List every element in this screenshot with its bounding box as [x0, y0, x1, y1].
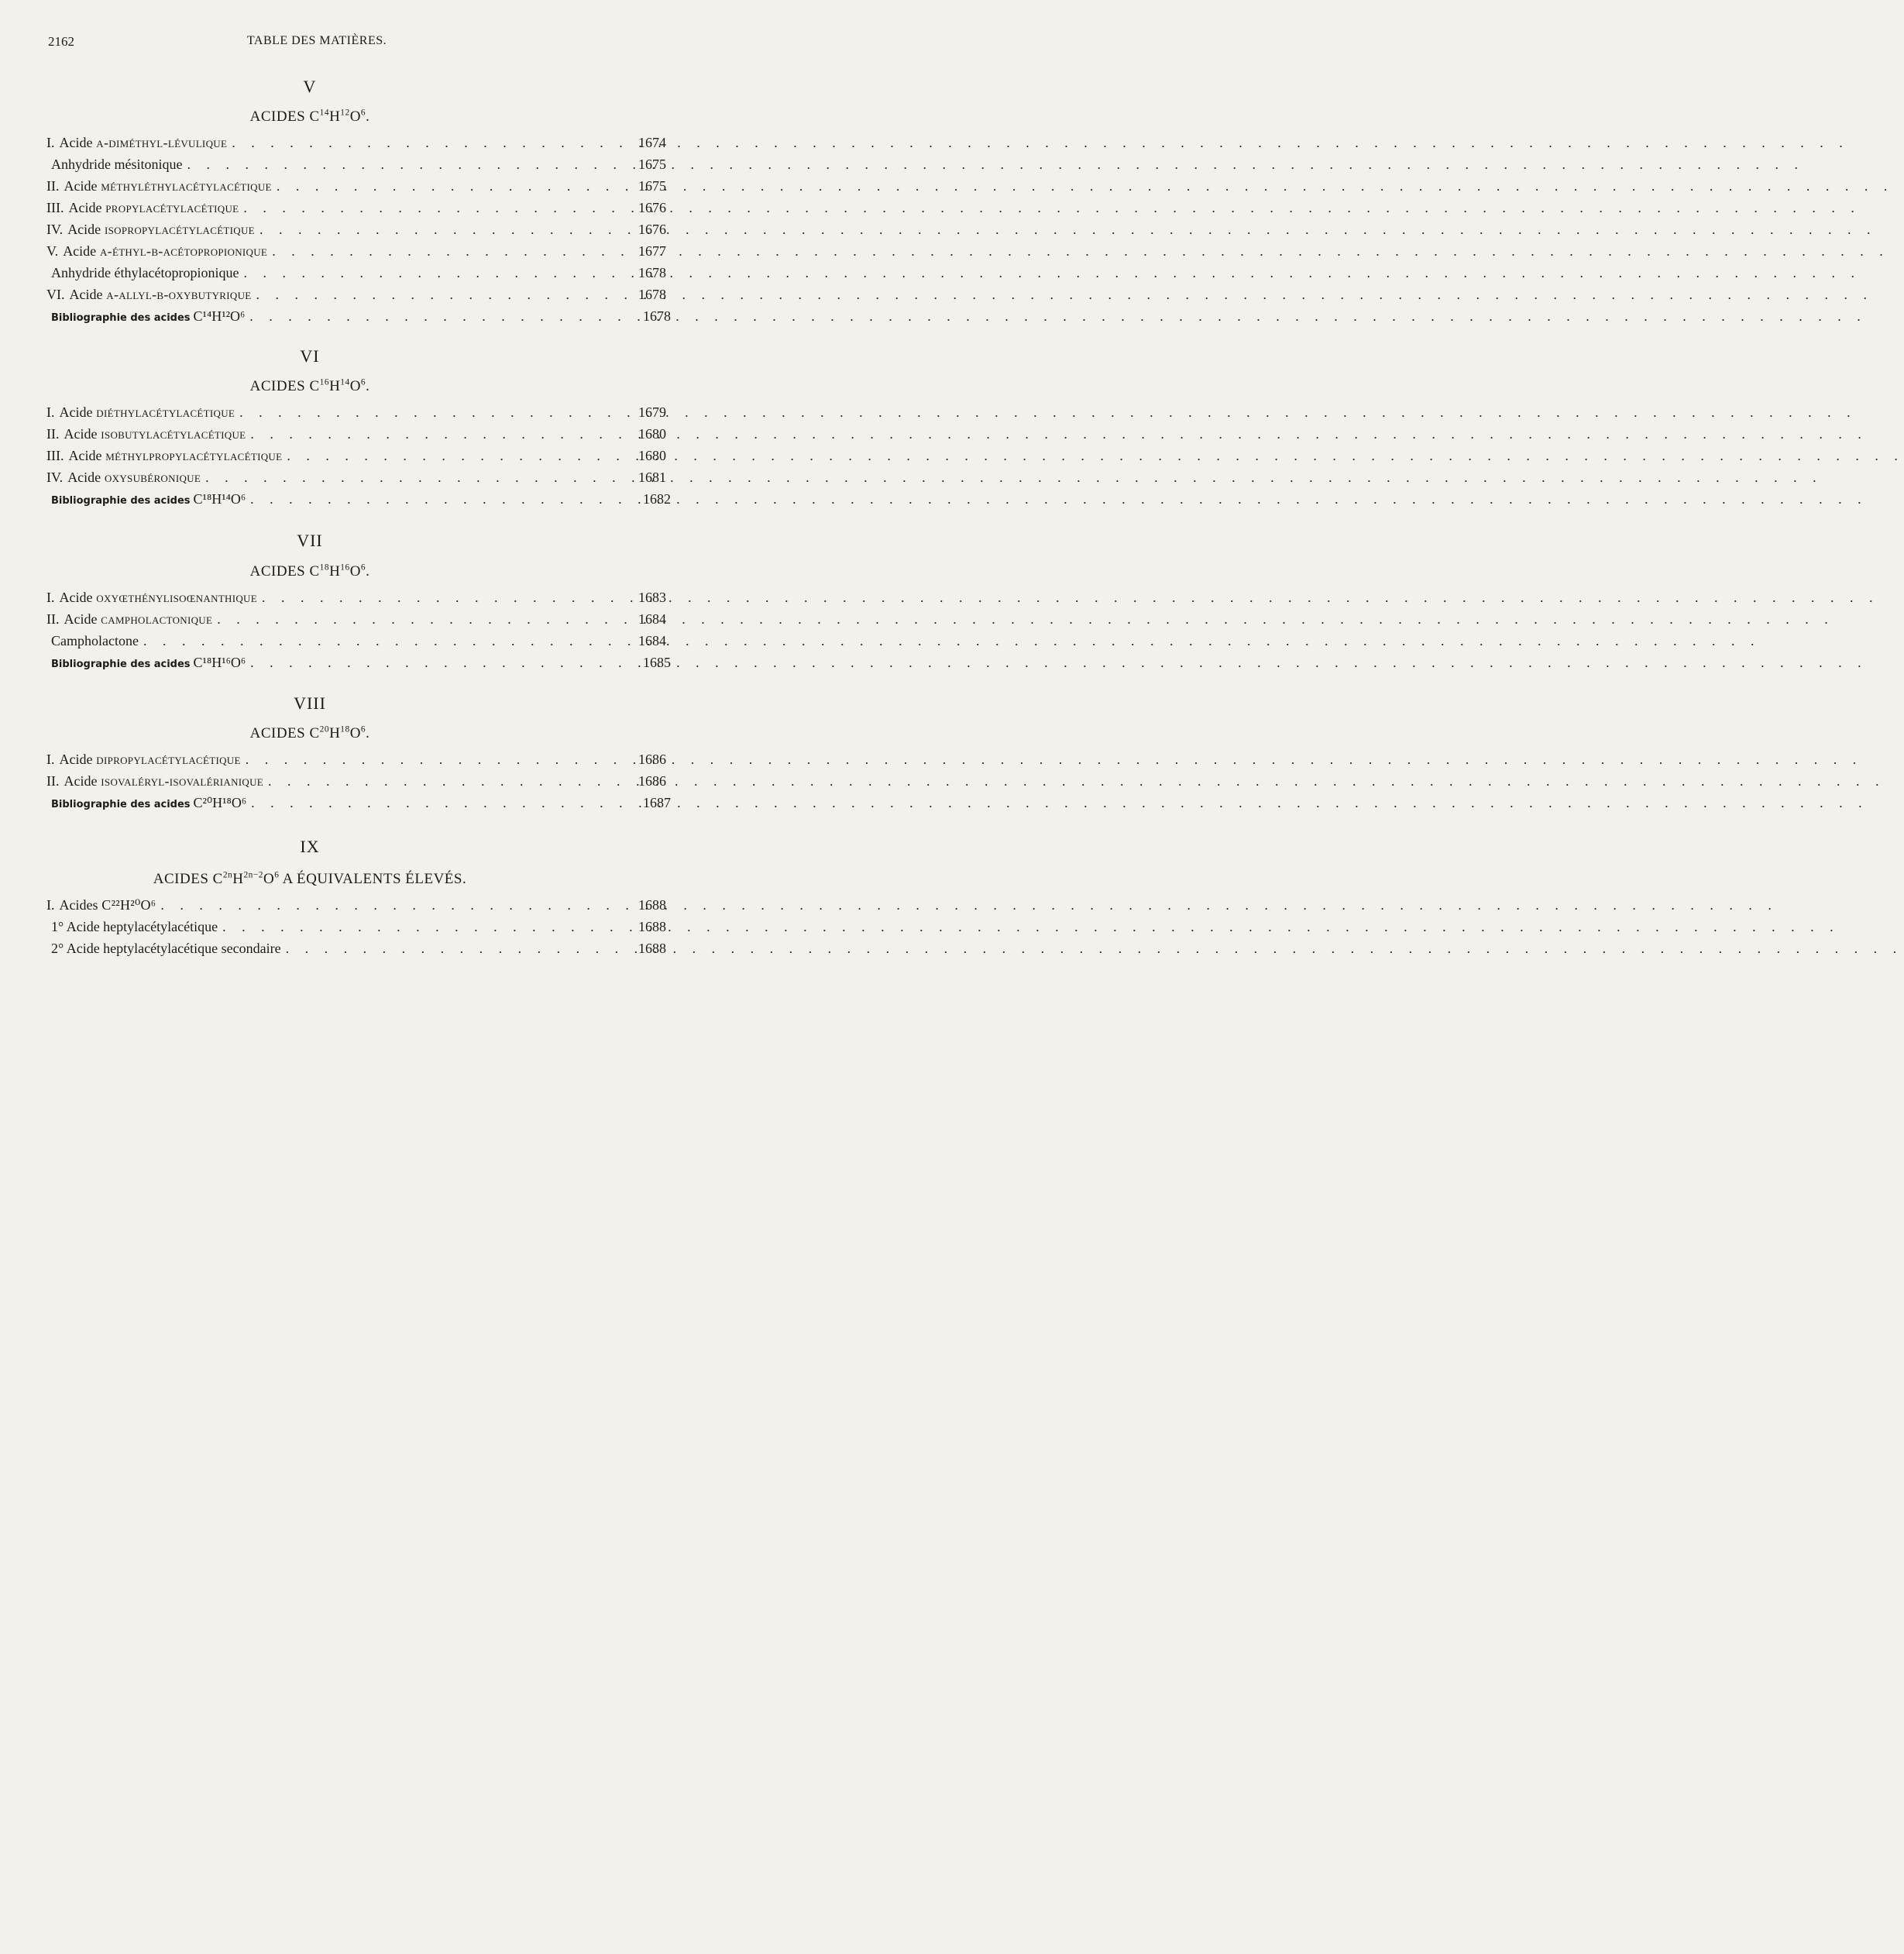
entry-title-rest: méthyléthylacétylacétique: [97, 178, 272, 194]
toc-entry[interactable]: [46, 404, 666, 425]
entry-title-rest: dipropylacétylacétique: [92, 752, 241, 767]
formula-part-prefix: ACIDES C: [249, 378, 320, 394]
entry-title-lead: Acide: [69, 287, 103, 302]
section-numeral: VI: [300, 346, 320, 366]
section-formula-title: [0, 871, 620, 888]
entry-title-rest: Anhydride mésitonique: [51, 157, 183, 172]
entry-title-lead: Acide: [68, 448, 102, 463]
bibliography-entry[interactable]: [51, 795, 671, 815]
entry-page-number: 1675: [638, 157, 666, 172]
section-numeral: VIII: [294, 693, 326, 713]
entry-page-number: 1676: [638, 200, 666, 215]
entry-title-lead: Acide: [59, 404, 93, 420]
entry-title-rest: isovaléryl-isovalérianique: [97, 773, 264, 789]
entry-page-number: 1680: [638, 426, 666, 442]
section-formula-title: [0, 725, 620, 742]
toc-entry[interactable]: [46, 470, 666, 490]
formula-part-c: 18: [340, 724, 350, 734]
toc-entry[interactable]: [46, 287, 666, 307]
entry-page-number: 1688: [638, 941, 666, 956]
entry-page-number: 1677: [638, 243, 666, 259]
entry-title-lead: Acide: [64, 611, 98, 627]
section-numeral: V: [303, 77, 317, 96]
toc-entry[interactable]: [46, 243, 666, 263]
entry-title-lead: Acide: [67, 222, 101, 237]
entry-title-rest: oxyœthénylisoœnanthique: [92, 590, 257, 605]
entry-page-number: 1682: [643, 491, 671, 507]
entry-page-number: 1678: [638, 265, 666, 280]
toc-entry[interactable]: [46, 590, 666, 610]
formula-part-b: H: [329, 378, 341, 394]
entry-page-number: 1688: [638, 919, 666, 934]
entry-number: II.: [46, 773, 60, 789]
bibliography-label: Bibliographie des acides: [51, 312, 191, 324]
page-number: 2162: [48, 34, 74, 49]
formula-part-c: 14: [340, 377, 350, 387]
entry-page-number: 1684: [638, 611, 666, 627]
formula-part-prefix: ACIDES C: [153, 871, 223, 887]
running-title: TABLE DES MATIÈRES.: [246, 34, 387, 47]
entry-title-rest: isopropylacétylacétique: [101, 222, 255, 237]
entry-title-rest: α-diméthyl-lévulique: [92, 135, 228, 150]
entry-title-rest: Anhydride éthylacétopropionique: [51, 265, 239, 280]
entry-number: I.: [46, 135, 55, 150]
entry-page-number: 1684: [638, 633, 666, 648]
toc-entry[interactable]: [46, 897, 666, 917]
toc-entry[interactable]: [46, 773, 666, 793]
entry-page-number: 1674: [638, 135, 666, 150]
toc-entry[interactable]: [46, 135, 666, 155]
entry-title-rest: α-éthyl-β-acétopropionique: [96, 243, 268, 259]
entry-number: IV.: [46, 222, 64, 237]
entry-page-number: 1676: [638, 222, 666, 237]
formula-part-a: 18: [319, 562, 330, 573]
entry-title-rest: oxysubéronique: [101, 470, 201, 485]
formula-part-suffix: .: [366, 378, 370, 394]
formula-part-e: 6: [274, 870, 280, 880]
entry-title-rest: méthylpropylacétylacétique: [101, 448, 283, 463]
formula-part-d: O: [349, 378, 361, 394]
formula-part-c: 2n−2: [243, 870, 263, 880]
entry-number: IV.: [46, 470, 64, 485]
entry-number: II.: [46, 426, 60, 442]
entry-title-rest: C²²H²⁰O⁶: [98, 897, 156, 913]
formula-part-e: 6: [360, 108, 366, 118]
formula-part-a: 20: [319, 724, 330, 734]
entry-page-number: 1683: [638, 590, 666, 605]
toc-entry[interactable]: [46, 265, 666, 285]
formula-part-b: H: [232, 871, 244, 887]
entry-title-lead: Acide: [67, 470, 101, 485]
bibliography-formula: C¹⁴H¹²O⁶: [193, 308, 246, 324]
bibliography-entry[interactable]: [51, 308, 671, 329]
entry-page-number: 1688: [638, 897, 666, 913]
entry-title-lead: Acide: [59, 752, 93, 767]
entry-title-lead: Acides: [59, 897, 98, 913]
entry-title-rest: 2° Acide heptylacétylacétique secondaire: [51, 941, 281, 956]
entry-number: VI.: [46, 287, 65, 302]
formula-part-prefix: ACIDES C: [249, 108, 320, 125]
formula-part-c: 12: [340, 108, 350, 118]
entry-page-number: 1675: [638, 178, 666, 194]
formula-part-d: O: [349, 725, 361, 741]
entry-number: I.: [46, 404, 55, 420]
toc-entry[interactable]: [46, 919, 666, 939]
toc-entry[interactable]: [46, 178, 666, 198]
bibliography-label: Bibliographie des acides: [51, 495, 191, 507]
entry-title-rest: α-allyl-β-oxybutyrique: [102, 287, 252, 302]
entry-number: III.: [46, 200, 64, 215]
entry-number: V.: [46, 243, 59, 259]
formula-part-a: 2n: [222, 870, 233, 880]
formula-part-a: 14: [319, 108, 330, 118]
toc-entry[interactable]: [46, 941, 666, 961]
entry-page-number: 1678: [643, 308, 671, 324]
formula-part-suffix: A ÉQUIVALENTS ÉLEVÉS.: [279, 871, 467, 887]
formula-part-b: H: [329, 725, 341, 741]
entry-page-number: 1679: [638, 404, 666, 420]
toc-entry[interactable]: [46, 448, 666, 468]
formula-part-e: 6: [360, 377, 366, 387]
entry-title-rest: Campholactone: [51, 633, 139, 648]
entry-page-number: 1686: [638, 752, 666, 767]
document-page: [0, 0, 671, 1013]
formula-part-e: 6: [360, 724, 366, 734]
toc-entry[interactable]: [46, 200, 666, 220]
entry-page-number: 1687: [643, 795, 671, 810]
entry-page-number: 1678: [638, 287, 666, 302]
section-numeral: IX: [300, 837, 320, 856]
section-formula-title: [0, 108, 620, 126]
entry-title-lead: Acide: [68, 200, 102, 215]
bibliography-formula: C¹⁸H¹⁴O⁶: [193, 491, 246, 507]
entry-title-rest: 1° Acide heptylacétylacétique: [51, 919, 218, 934]
entry-title-rest: campholactonique: [97, 611, 213, 627]
toc-entry[interactable]: [46, 222, 666, 242]
entry-page-number: 1680: [638, 448, 666, 463]
entry-title-lead: Acide: [59, 590, 93, 605]
entry-title-lead: Acide: [64, 426, 98, 442]
bibliography-label: Bibliographie des acides: [51, 659, 191, 670]
entry-page-number: 1681: [638, 470, 666, 485]
entry-number: I.: [46, 590, 55, 605]
toc-entry[interactable]: [46, 157, 666, 177]
section-numeral: VII: [297, 531, 323, 550]
page-header: [45, 34, 589, 53]
entry-number: III.: [46, 448, 64, 463]
entry-page-number: 1685: [643, 655, 671, 670]
formula-part-prefix: ACIDES C: [249, 725, 320, 741]
entry-title-lead: Acide: [64, 773, 98, 789]
entry-title-rest: isobutylacétylacétique: [97, 426, 246, 442]
entry-title-lead: Acide: [64, 178, 98, 194]
bibliography-entry[interactable]: [51, 655, 671, 675]
formula-part-b: H: [329, 563, 341, 580]
entry-number: II.: [46, 611, 60, 627]
toc-entry[interactable]: [46, 633, 666, 653]
entry-title-lead: Acide: [59, 135, 93, 150]
bibliography-formula: C¹⁸H¹⁶O⁶: [193, 655, 246, 670]
entry-title-rest: propylacétylacétique: [101, 200, 239, 215]
formula-part-prefix: ACIDES C: [249, 563, 320, 580]
toc-entry[interactable]: [46, 611, 666, 631]
section-formula-title: [0, 563, 620, 580]
toc-entry[interactable]: [46, 752, 666, 772]
bibliography-label: Bibliographie des acides: [51, 799, 191, 810]
bibliography-formula: C²⁰H¹⁸O⁶: [193, 795, 247, 810]
entry-title-lead: Acide: [63, 243, 97, 259]
formula-part-a: 16: [319, 377, 330, 387]
formula-part-d: O: [349, 563, 361, 580]
entry-title-rest: diéthylacétylacétique: [92, 404, 235, 420]
entry-page-number: 1686: [638, 773, 666, 789]
formula-part-d: O: [349, 108, 361, 125]
formula-part-c: 16: [340, 562, 350, 573]
formula-part-suffix: .: [366, 725, 370, 741]
formula-part-b: H: [329, 108, 341, 125]
formula-part-d: O: [263, 871, 275, 887]
formula-part-suffix: .: [366, 563, 370, 580]
bibliography-entry[interactable]: [51, 491, 671, 511]
section-formula-title: [0, 378, 620, 395]
toc-entry[interactable]: [46, 426, 666, 446]
formula-part-e: 6: [360, 562, 366, 573]
formula-part-suffix: .: [366, 108, 370, 125]
entry-number: II.: [46, 178, 60, 194]
entry-number: I.: [46, 752, 55, 767]
entry-number: I.: [46, 897, 55, 913]
